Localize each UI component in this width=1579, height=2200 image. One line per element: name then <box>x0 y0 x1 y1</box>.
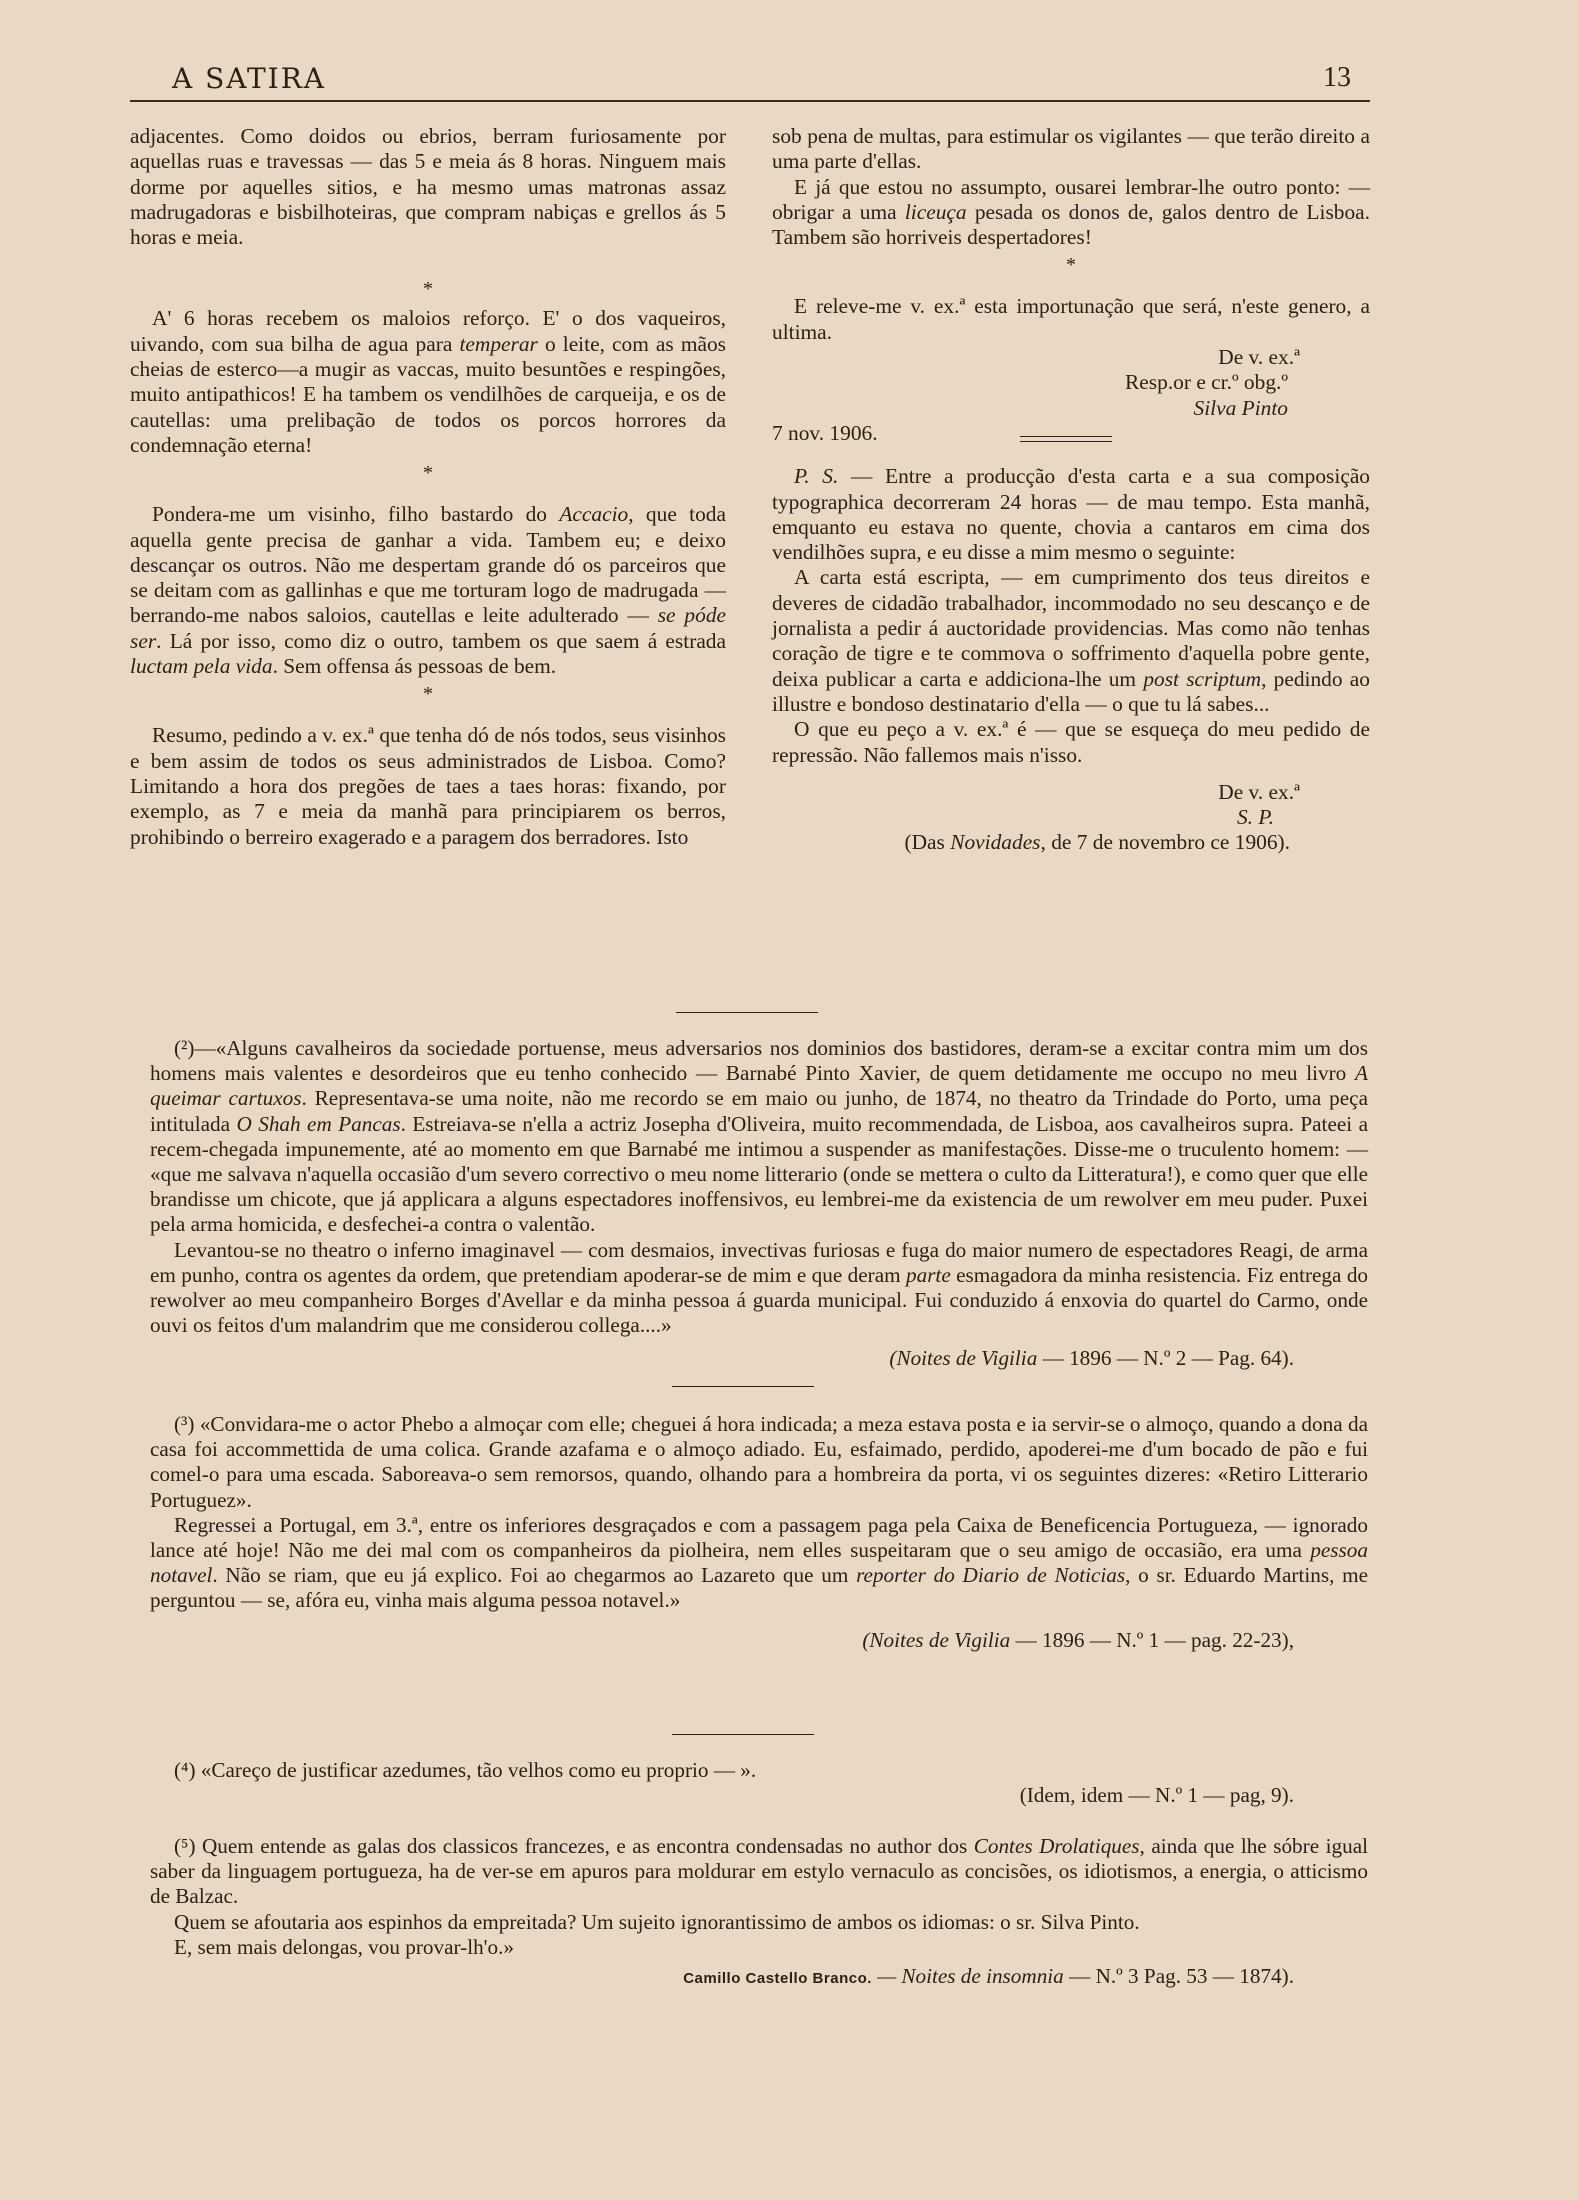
footnote-5-paragraph-2: Quem se afoutaria aos espinhos da empreitada? Um sujeito ignorantissimo de ambos os idiomas: o sr. Silva Pinto. <box>174 1909 1140 1934</box>
postscript-paragraph-3: O que eu peço a v. ex.ª é — que se esqueça do meu pedido de repressão. Não fallemos mais n'isso. <box>772 717 1370 767</box>
right-paragraph-3: E releve-me v. ex.ª esta importunação que será, n'este genero, a ultima. <box>772 294 1370 344</box>
letter-date: 7 nov. 1906. <box>772 420 878 445</box>
section-asterisk: * <box>1066 254 1076 277</box>
author-name: Camillo Castello Branco. <box>683 1970 872 1988</box>
footnote-2-source: (Noites de Vigilia — 1896 — N.º 2 — Pag. 64). <box>889 1346 1294 1371</box>
letter-closing: De v. ex.ª <box>1218 345 1300 370</box>
header-rule <box>130 100 1370 102</box>
left-paragraph-4: Resumo, pedindo a v. ex.ª que tenha dó de nós todos, seus visinhos e bem assim de todos os seus administrados de Lisboa. Como? Limitando a hora dos pregões de taes a taes horas: fixando, por exemplo, as 7 e meia da manhã para principiarem os berros, prohibindo o berreiro exagerado e a paragem dos berradores. Isto <box>130 723 726 849</box>
footnote-2-paragraph-1: (²)—«Alguns cavalheiros da sociedade portuense, meus adversarios nos dominios dos bastidores, deram-se a excitar contra mim um dos homens mais valentes e desordeiros que eu tenho conhecido — Barnabé Pinto Xavier, de quem detidamente me occupo no meu livro A queimar cartuxos. Representava-se uma noite, não me recordo se em maio ou junho, de 1874, no theatro da Trindade do Porto, uma peça intitulada O Shah em Pancas. Estreiava-se n'ella a actriz Josepha d'Oliveira, muito recommendada, de Lisboa, aos cavalheiros supra. Pateei a recem-chegada impunemente, até ao momento em que Barnabé me intimou a suspender as manifestações. Disse-me o truculento homem: — «que me salvava n'aquella occasião d'um severo correctivo o meu nome litterario (onde se mettera o culto da Litteratura!), e como quer que elle brandisse um chicote, que já applicara a alguns espectadores inoffensivos, eu lembrei-me da existencia de um rewolver em meu puder. Puxei pela arma homicida, e desfechei-a contra o valentão. <box>150 1036 1368 1237</box>
postscript-paragraph-2: A carta está escripta, — em cumprimento dos teus direitos e deveres de cidadão trabalhador, incommodado no seu descanço e de jornalista a pedir á auctoridade providencias. Mas como não tenhas coração de tigre e te commova o soffrimento d'aquella pobre gente, deixa publicar a carta e addiciona-lhe um post scriptum, pedindo ao illustre e bondoso destinatario d'ella — o que tu lá sabes... <box>772 565 1370 716</box>
right-paragraph-1: sob pena de multas, para estimular os vigilantes — que terão direito a uma parte d'ellas. <box>772 124 1370 174</box>
footnote-4 <box>150 1758 1368 1808</box>
page-number: 13 <box>1323 62 1351 93</box>
section-asterisk: * <box>423 278 433 301</box>
footnote-4-source: (Idem, idem — N.º 1 — pag, 9). <box>1019 1783 1294 1808</box>
letter-source: (Das Novidades, de 7 de novembro ce 1906). <box>904 830 1290 855</box>
footnote-5-paragraph-1: (⁵) Quem entende as galas dos classicos francezes, e as encontra condensadas no author dos Contes Drolatiques, ainda que lhe sóbre igual saber da linguagem portugueza, ha de ver-se em apuros para moldurar em estylo vernaculo as concisões, os idiotismos, a energia, o atticismo de Balzac. <box>150 1834 1368 1909</box>
letter-closing-formula: Resp.or e cr.º obg.º <box>1125 370 1288 395</box>
right-paragraph-2: E já que estou no assumpto, ousarei lembrar-lhe outro ponto: — obrigar a uma liceuça pesada os donos de, galos dentro de Lisboa. Tambem são horriveis despertadores! <box>772 174 1370 250</box>
footnote-separator <box>676 1012 818 1013</box>
footnote-2 <box>150 1036 1368 1372</box>
footnote-2-paragraph-2: Levantou-se no theatro o inferno imaginavel — com desmaios, invectivas furiosas e fuga do maior numero de espectadores Reagi, de arma em punho, contra os agentes da ordem, que pretendiam apoderar-se de mim e que deram parte esmagadora da minha resistencia. Fiz entrega do rewolver ao meu companheiro Borges d'Avellar e da minha pessoa á guarda municipal. Fui conduzido á enxovia do quartel do Carmo, onde ouvi os feitos d'um malandrim que me considerou collega....» <box>150 1237 1369 1338</box>
page-header <box>130 62 1369 102</box>
footnote-3-paragraph-2: Regressei a Portugal, em 3.ª, entre os inferiores desgraçados e com a passagem paga pela Caixa de Beneficencia Portugueza, — ignorado lance até hoje! Não me dei mal com os companheiros da piolheira, nem elles suspeitaram que o seu amigo de occasião, era uma pessoa notavel. Não se riam, que eu já explico. Foi ao chegarmos ao Lazareto que um reporter do Diario de Noticias, o sr. Eduardo Martins, me perguntou — se, afóra eu, vinha mais alguma pessoa notavel.» <box>150 1512 1369 1613</box>
postscript-closing: De v. ex.ª <box>1218 779 1300 804</box>
postscript-paragraph-1: P. S. — Entre a producção d'esta carta e a sua composição typographica decorreram 24 horas — de mau tempo. Esta manhã, emquanto eu estava no quente, chovia a cantaros em cima dos vendilhões supra, e eu disse a mim mesmo o seguinte: <box>772 464 1371 565</box>
letter-signature: Silva Pinto <box>1193 395 1288 420</box>
footnote-3-paragraph-1: (³) «Convidara-me o actor Phebo a almoçar com elle; cheguei á hora indicada; a meza estava posta e ia servir-se o almoço, quando a dona da casa foi accommettida de uma colica. Grande azafama e o almoço adiado. Eu, esfaimado, perdido, apoderei-me d'um bocado de pão e fui comel-o para uma escada. Saboreava-o sem remorsos, quando, olhando para a hombreira da porta, vi os seguintes dizeres: «Retiro Litterario Portuguez». <box>150 1412 1368 1512</box>
footnote-5-paragraph-3: E, sem mais delongas, vou provar-lh'o.» <box>174 1934 514 1959</box>
journal-title: A SATIRA <box>172 62 327 95</box>
footnote-4-text: (⁴) «Careço de justificar azedumes, tão velhos como eu proprio — ». <box>174 1758 757 1782</box>
section-asterisk: * <box>423 462 433 485</box>
postscript-initials: S. P. <box>1236 805 1274 830</box>
footnote-3-source: (Noites de Vigilia — 1896 — N.º 1 — pag. 22-23), <box>862 1627 1294 1652</box>
double-rule <box>1020 436 1112 442</box>
footnote-3 <box>150 1412 1368 1653</box>
left-paragraph-3: Pondera-me um visinho, filho bastardo do Accacio, que toda aquella gente precisa de ganhar a vida. Tambem eu; e deixo descançar os outros. Não me despertam grande dó os parceiros que se deitam com as gallinhas e que me torturam logo de madrugada — berrando-me nabos saloios, cautellas e leite adulterado — se póde ser. Lá por isso, como diz o outro, tambem os que saem á estrada luctam pela vida. Sem offensa ás pessoas de bem. <box>130 502 727 679</box>
footnote-5 <box>150 1834 1368 1991</box>
left-column <box>130 124 726 850</box>
footnote-separator <box>672 1734 814 1735</box>
footnote-5-source: Camillo Castello Branco. — Noites de insomnia — N.º 3 Pag. 53 — 1874). <box>683 1964 1294 1989</box>
right-column <box>772 124 1370 856</box>
left-paragraph-2: A' 6 horas recebem os maloios reforço. E' o dos vaqueiros, uivando, com sua bilha de agua para temperar o leite, com as mãos cheias de esterco—a mugir as vaccas, muito besuntões e respingões, muito antipathicos! E ha tambem os vendilhões de carqueija, e os de cautellas: uma prelibação de todos os porcos horrores da condemnação eterna! <box>130 306 727 457</box>
footnote-separator <box>672 1386 814 1387</box>
section-asterisk: * <box>423 683 433 706</box>
left-paragraph-1: adjacentes. Como doidos ou ebrios, berram furiosamente por aquellas ruas e travessas — das 5 e meia ás 8 horas. Ninguem mais dorme por aquelles sitios, e ha mesmo umas matronas assaz madrugadoras e bisbilhoteiras, que compram nabiças e grellos ás 5 horas e meia. <box>130 124 726 250</box>
